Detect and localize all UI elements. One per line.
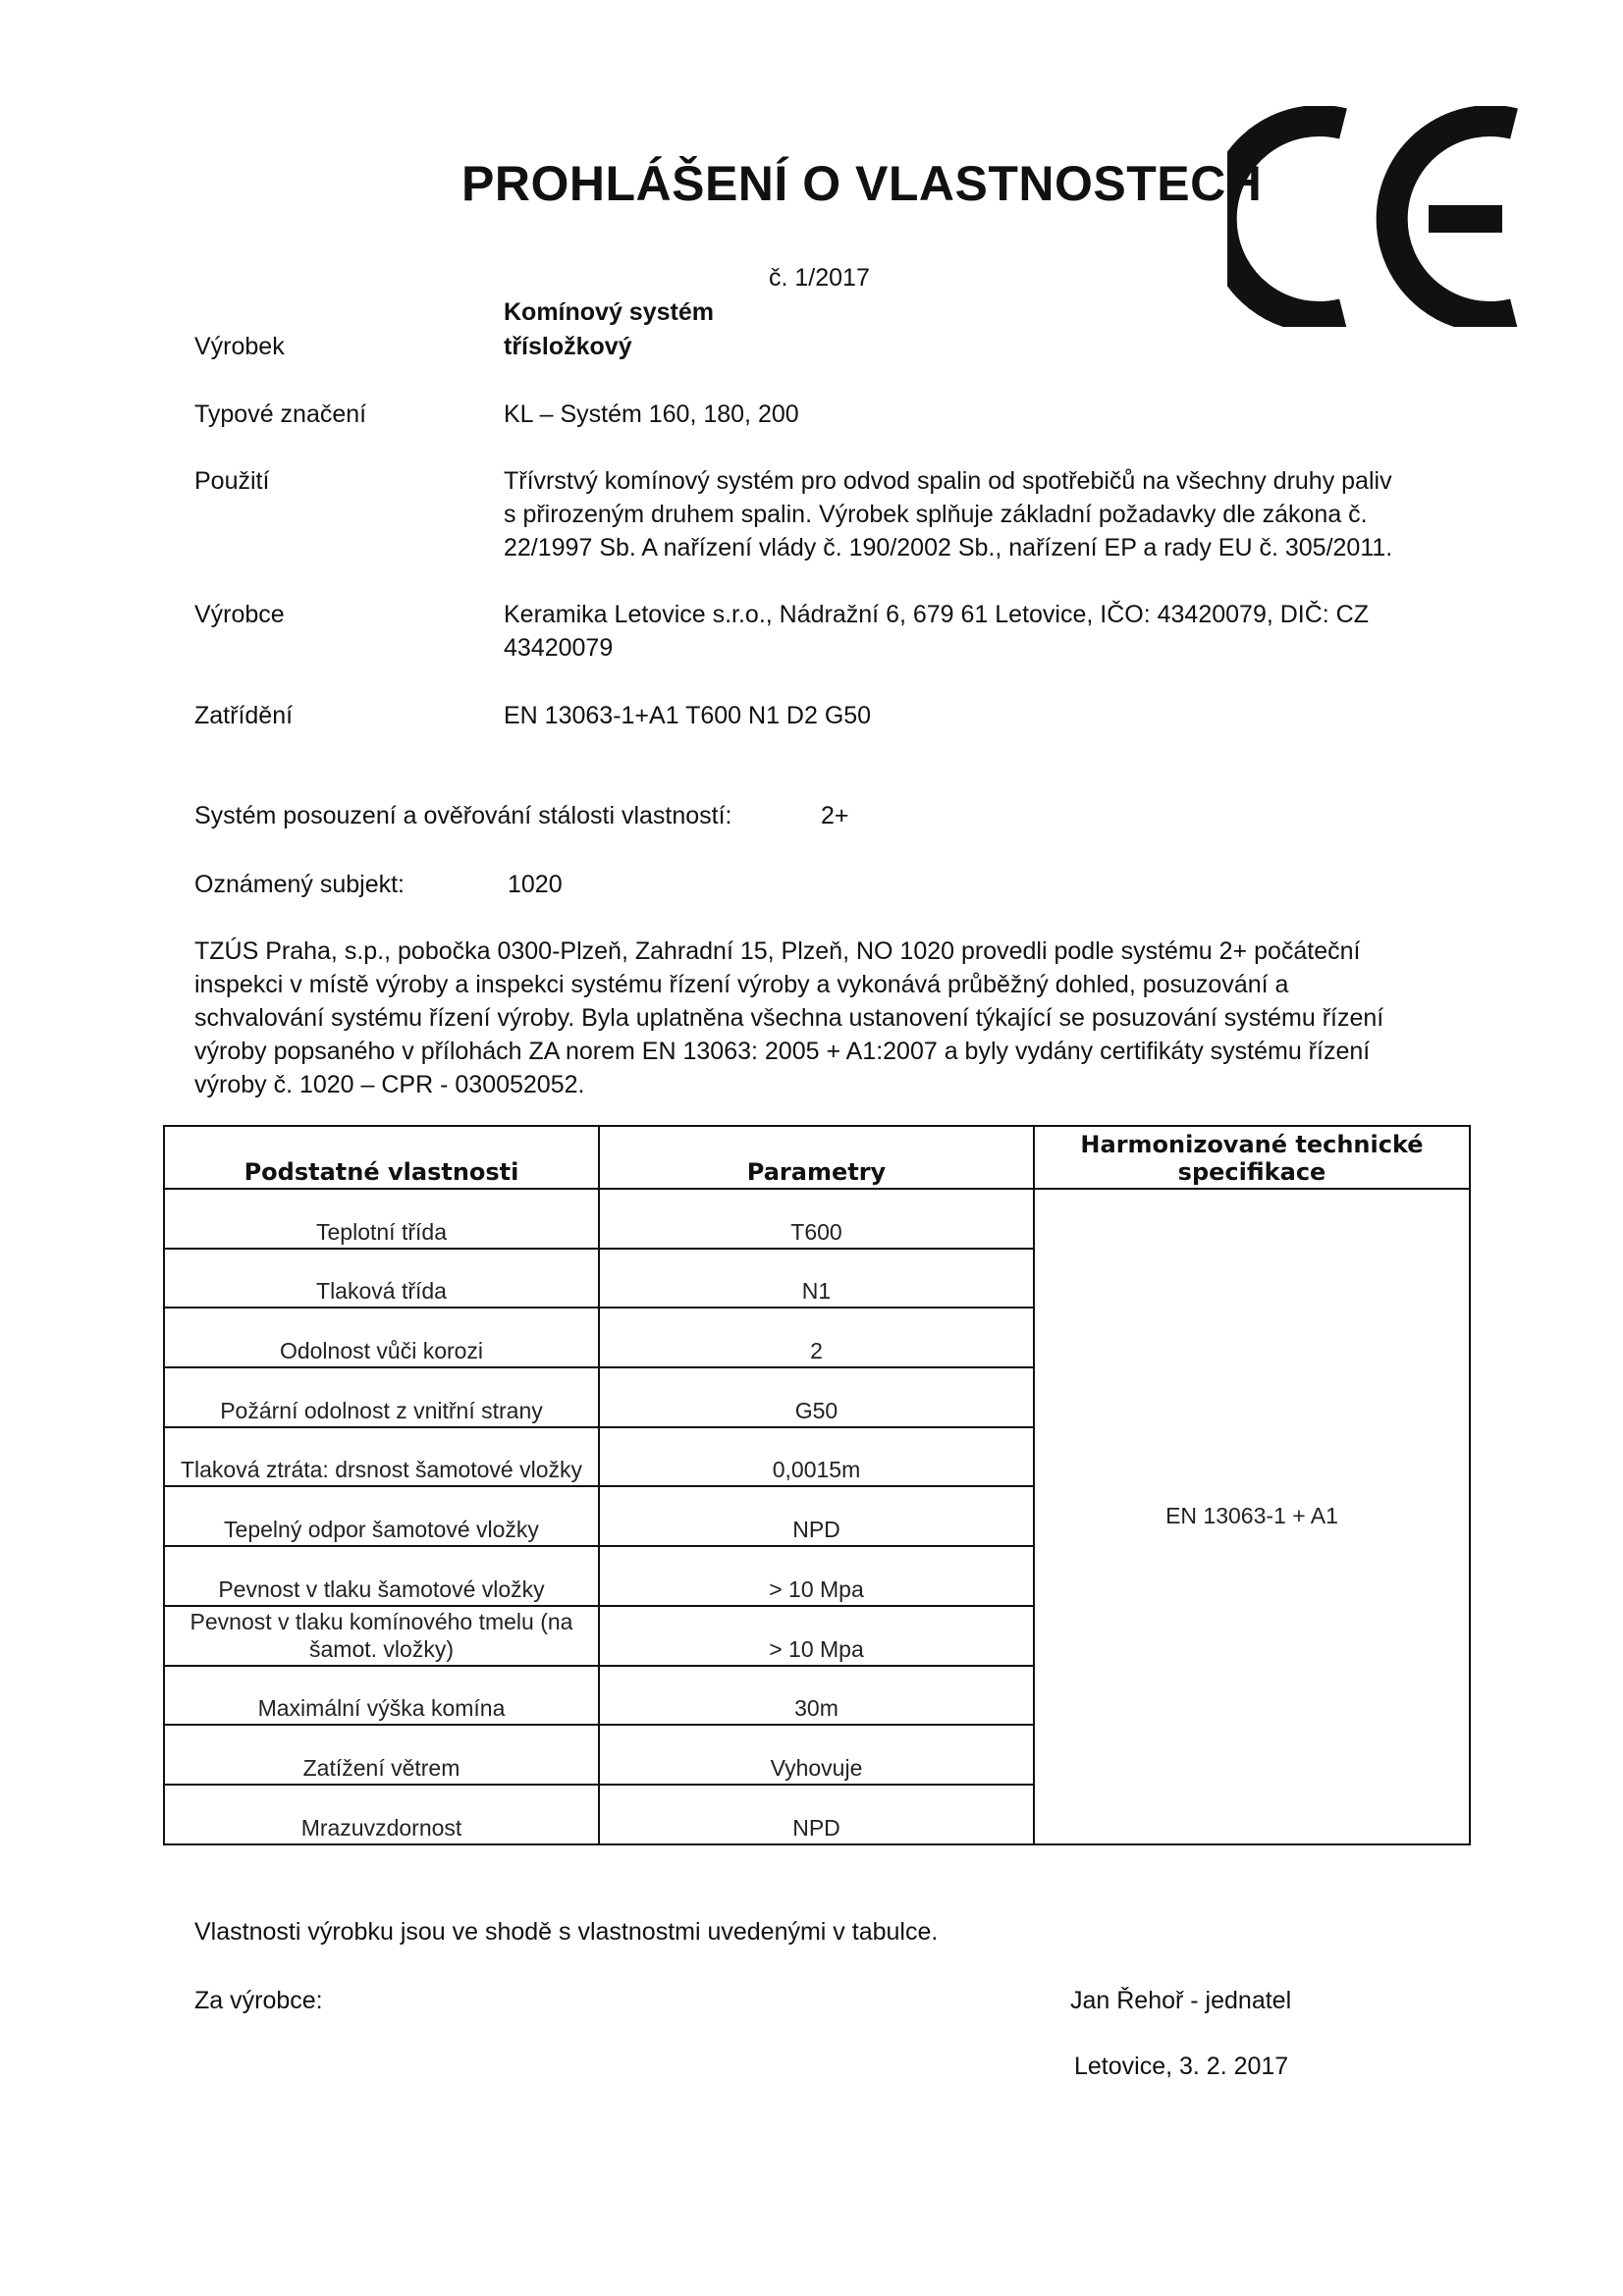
parameter-cell: > 10 Mpa xyxy=(599,1546,1034,1606)
product-label: Výrobek xyxy=(194,333,285,360)
class-value: EN 13063-1+A1 T600 N1 D2 G50 xyxy=(504,702,872,729)
maker-text-line2: 43420079 xyxy=(504,634,614,662)
use-text-line3: 22/1997 Sb. A nařízení vlády č. 190/2002 Sb., nařízení EP a rady EU č. 305/2011. xyxy=(504,534,1393,561)
property-cell xyxy=(164,1606,599,1666)
parameter-cell: > 10 Mpa xyxy=(599,1606,1034,1666)
use-text-line2: s přirozeným druhem spalin. Výrobek splňuje základní požadavky dle zákona č. xyxy=(504,501,1368,528)
paragraph-line3: schvalování systému řízení výroby. Byla uplatněna všechna ustanovení týkající se posuzování systému řízení xyxy=(194,1004,1384,1032)
parameter-cell: Vyhovuje xyxy=(599,1725,1034,1785)
table-header-row xyxy=(164,1126,1470,1189)
parameter-cell: 2 xyxy=(599,1308,1034,1367)
ce-mark-logo xyxy=(1227,106,1532,327)
use-label: Použití xyxy=(194,467,270,495)
property-cell: Mrazuvzdornost xyxy=(164,1785,599,1844)
product-value-line2: třísložkový xyxy=(504,333,632,360)
paragraph-line4: výroby popsaného v přílohách ZA norem EN 13063: 2005 + A1:2007 a byly vydány certifikáty systému řízení xyxy=(194,1038,1371,1065)
parameter-cell: N1 xyxy=(599,1249,1034,1308)
property-cell: Tepelný odpor šamotové vložky xyxy=(164,1486,599,1546)
header-spec-line2: specifikace xyxy=(1177,1158,1326,1186)
paragraph-line5: výroby č. 1020 – CPR - 030052052. xyxy=(194,1071,585,1098)
header-spec-line1: Harmonizované technické xyxy=(1080,1131,1424,1158)
spec-cell: EN 13063-1 + A1 xyxy=(1034,1189,1470,1844)
property-cell: Zatížení větrem xyxy=(164,1725,599,1785)
table-row xyxy=(164,1189,1470,1249)
parameter-cell: T600 xyxy=(599,1189,1034,1249)
type-value: KL – Systém 160, 180, 200 xyxy=(504,400,799,428)
parameter-cell: 30m xyxy=(599,1666,1034,1726)
property-cell: Maximální výška komína xyxy=(164,1666,599,1726)
parameter-cell: NPD xyxy=(599,1486,1034,1546)
header-specifications xyxy=(1034,1126,1470,1189)
place-date: Letovice, 3. 2. 2017 xyxy=(1074,2053,1289,2080)
notified-body-label: Oznámený subjekt: xyxy=(194,871,405,898)
signatory-name: Jan Řehoř - jednatel xyxy=(1070,1987,1292,2014)
property-cell: Odolnost vůči korozi xyxy=(164,1308,599,1367)
property-cell: Teplotní třída xyxy=(164,1189,599,1249)
header-properties: Podstatné vlastnosti xyxy=(164,1126,599,1189)
system-label: Systém posouzení a ověřování stálosti vlastností: xyxy=(194,802,732,829)
paragraph-line1: TZÚS Praha, s.p., pobočka 0300-Plzeň, Zahradní 15, Plzeň, NO 1020 provedli podle systému 2+ počáteční xyxy=(194,937,1361,965)
parameter-cell: 0,0015m xyxy=(599,1427,1034,1487)
property-cell-line2: šamot. vložky) xyxy=(309,1635,454,1662)
properties-table xyxy=(163,1125,1471,1845)
paragraph-line2: inspekci v místě výroby a inspekci systému řízení výroby a vykonává průběžný dohled, posuzování a xyxy=(194,971,1289,998)
maker-label: Výrobce xyxy=(194,601,285,628)
maker-text-line1: Keramika Letovice s.r.o., Nádražní 6, 679 61 Letovice, IČO: 43420079, DIČ: CZ xyxy=(504,601,1370,628)
property-cell: Pevnost v tlaku šamotové vložky xyxy=(164,1546,599,1606)
property-cell-line1: Pevnost v tlaku komínového tmelu (na xyxy=(189,1608,573,1634)
class-label: Zatřídění xyxy=(194,702,294,729)
conformity-statement: Vlastnosti výrobku jsou ve shodě s vlastnostmi uvedenými v tabulce. xyxy=(194,1918,939,1946)
declaration-number: č. 1/2017 xyxy=(769,264,870,292)
property-cell: Tlaková ztráta: drsnost šamotové vložky xyxy=(164,1427,599,1487)
product-value-line1: Komínový systém xyxy=(504,298,714,326)
notified-body-value: 1020 xyxy=(508,871,563,898)
property-cell: Požární odolnost z vnitřní strany xyxy=(164,1367,599,1427)
header-parameters: Parametry xyxy=(599,1126,1034,1189)
system-value: 2+ xyxy=(821,802,849,829)
use-text-line1: Třívrstvý komínový systém pro odvod spalin od spotřebičů na všechny druhy paliv xyxy=(504,467,1392,495)
for-maker-label: Za výrobce: xyxy=(194,1987,323,2014)
property-cell: Tlaková třída xyxy=(164,1249,599,1308)
parameter-cell: NPD xyxy=(599,1785,1034,1844)
page-title: PROHLÁŠENÍ O VLASTNOSTECH xyxy=(461,156,1263,211)
type-label: Typové značení xyxy=(194,400,367,428)
parameter-cell: G50 xyxy=(599,1367,1034,1427)
